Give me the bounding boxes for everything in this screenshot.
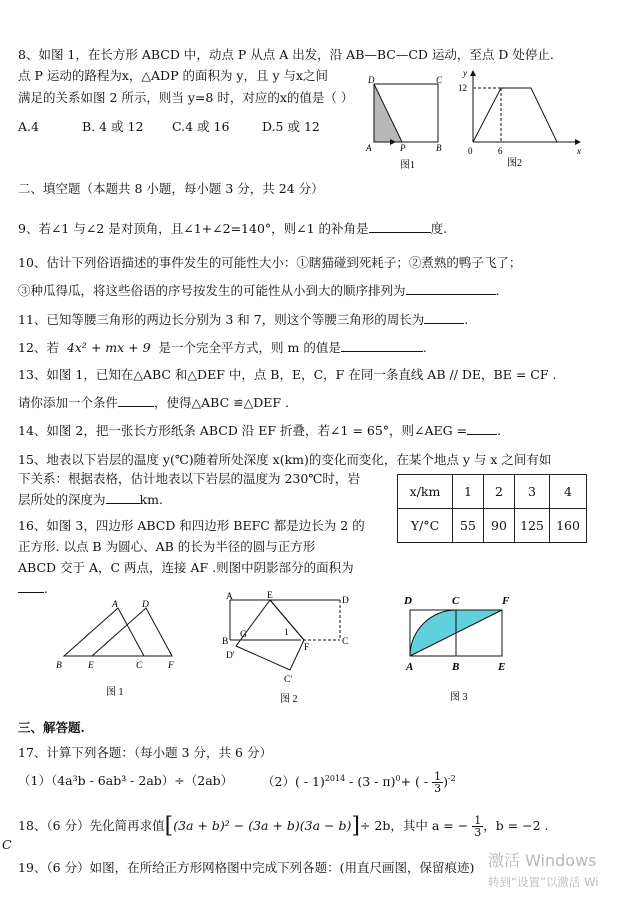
label-c: C bbox=[452, 595, 460, 607]
label-c-prime: C' bbox=[284, 675, 293, 685]
q8-option-d: D.5 或 12 bbox=[262, 119, 320, 134]
table-cell: 3 bbox=[515, 475, 550, 509]
section-2-title: 二、填空题（本题共 8 小题，每小题 3 分，共 24 分） bbox=[18, 181, 324, 196]
figure-1-triangles bbox=[50, 598, 190, 700]
table-cell: 160 bbox=[550, 509, 587, 543]
axis-y: y bbox=[463, 68, 467, 78]
label-f: F bbox=[168, 661, 174, 671]
figure-3-squares bbox=[398, 590, 523, 708]
stray-letter-c: C bbox=[2, 837, 12, 852]
q16-line3: ABCD 交于 A，C 两点，连接 AF .则图中阴影部分的面积为 bbox=[18, 560, 354, 575]
label-g: G bbox=[240, 630, 247, 640]
table-cell: 4 bbox=[550, 475, 587, 509]
axis-x: x bbox=[577, 146, 581, 156]
label-a: A bbox=[366, 143, 372, 153]
q8-line3: 满足的关系如图 2 所示，则当 y=8 时，对应的x的值是（ ） bbox=[18, 90, 354, 105]
tick-0: 0 bbox=[468, 146, 473, 156]
q12: 12、若 4x² + mx + 9 是一个完全平方式，则 m 的值是 . bbox=[18, 340, 427, 355]
label-d: D bbox=[342, 596, 349, 606]
table-cell: 55 bbox=[453, 509, 484, 543]
tick-12: 12 bbox=[458, 83, 467, 93]
table-cell: x/km bbox=[398, 475, 453, 509]
label-b: B bbox=[452, 661, 460, 673]
section-3-title: 三、解答题. bbox=[18, 720, 85, 735]
q9: 9、若∠1 与∠2 是对顶角，且∠1+∠2=140°，则∠1 的补角是 度. bbox=[18, 221, 448, 236]
q11: 11、已知等腰三角形的两边长分别为 3 和 7，则这个等腰三角形的周长为 . bbox=[18, 312, 469, 327]
label-d: D bbox=[142, 600, 149, 610]
q17-title: 17、计算下列各题：（每小题 3 分，共 6 分） bbox=[18, 745, 272, 760]
fig2-caption: 图2 bbox=[507, 158, 522, 169]
q16-line1: 16、如图 3，四边形 ABCD 和四边形 BEFC 都是边长为 2 的 bbox=[18, 518, 365, 533]
label-d: D bbox=[368, 75, 375, 85]
q15-line1: 15、地表以下岩层的温度 y(℃)随着所处深度 x(km)的变化而变化，在某个地点 y 与 x 之间有如 bbox=[18, 452, 552, 467]
q13-line1: 13、如图 1，已知在△ABC 和△DEF 中，点 B，E，C，F 在同一条直线 AB // DE，BE = CF . bbox=[18, 367, 557, 382]
label-f: F bbox=[304, 643, 310, 653]
q16-line4: . bbox=[18, 580, 48, 598]
label-e: E bbox=[88, 661, 94, 671]
q15-line3: 层所处的深度为 km. bbox=[18, 492, 163, 507]
fig3-caption: 图 3 bbox=[450, 692, 468, 703]
q8-line1: 8、如图 1，在长方形 ABCD 中，动点 P 从点 A 出发，沿 AB—BC—CD 运动，至点 D 处停止. bbox=[18, 47, 554, 62]
q19: 19、（6 分）如图，在所给正方形网格图中完成下列各题：(用直尺画图，保留痕迹) bbox=[18, 860, 475, 875]
watermark-line1: 激活 Windows bbox=[488, 851, 597, 870]
q14: 14、如图 2，把一张长方形纸条 ABCD 沿 EF 折叠，若∠1 = 65°，则∠AEG = . bbox=[18, 423, 502, 438]
table-row-header bbox=[398, 475, 587, 509]
tick-6: 6 bbox=[498, 146, 503, 156]
label-d: D bbox=[404, 595, 412, 607]
label-p: P bbox=[400, 143, 406, 153]
q8-option-b: B. 4 或 12 bbox=[82, 119, 144, 134]
label-b: B bbox=[222, 637, 229, 647]
q17-part2: （2）( - 1)$^{2014}$ - (3 - π)$^0$+ ( - $\frac{1}{3}$ )$^{-2}$ bbox=[262, 770, 456, 796]
fig1-caption: 图1 bbox=[400, 160, 415, 171]
q8-option-c: C.4 或 16 bbox=[172, 119, 230, 134]
table-cell: 90 bbox=[484, 509, 515, 543]
q8-figure-1 bbox=[360, 72, 450, 172]
label-a: A bbox=[112, 600, 118, 610]
q8-line2: 点 P 运动的路程为x，△ADP 的面积为 y，且 y 与x之间 bbox=[18, 68, 329, 83]
label-1: 1 bbox=[284, 627, 289, 637]
label-c: C bbox=[136, 661, 143, 671]
label-d-prime: D' bbox=[226, 651, 235, 661]
table-cell: 1 bbox=[453, 475, 484, 509]
label-c: C bbox=[436, 75, 443, 85]
label-c: C bbox=[342, 637, 349, 647]
label-e: E bbox=[498, 661, 506, 673]
q16-line2: 正方形. 以点 B 为圆心、AB 的长为半径的圆与正方形 bbox=[18, 539, 316, 554]
watermark-line2: 转到“设置”以激活 Wi bbox=[488, 875, 599, 889]
label-b: B bbox=[56, 661, 62, 671]
label-b: B bbox=[436, 143, 442, 153]
table-cell: 2 bbox=[484, 475, 515, 509]
q10-line2: ③种瓜得瓜，将这些俗语的序号按发生的可能性从小到大的顺序排列为 . bbox=[18, 283, 500, 298]
fig2-caption: 图 2 bbox=[280, 694, 298, 705]
q17-part1: （1）（4a³b - 6ab³ - 2ab）÷（2ab） bbox=[18, 773, 234, 788]
label-e: E bbox=[267, 591, 273, 601]
q8-option-a: A.4 bbox=[18, 119, 39, 134]
table-cell: Y/°C bbox=[398, 509, 453, 543]
table-cell: 125 bbox=[515, 509, 550, 543]
label-a: A bbox=[226, 592, 233, 602]
q18: 18、（6 分）先化简再求值[(3a + b)² − (3a + b)(3a − b)]÷ 2b，其中 a = − $\frac{1}{3}$ ，b = −2 . bbox=[18, 813, 549, 839]
fig1-caption: 图 1 bbox=[106, 687, 124, 698]
q8-figure-2 bbox=[455, 66, 585, 172]
label-a: A bbox=[406, 661, 414, 673]
q10-line1: 10、估计下列俗语描述的事件发生的可能性大小：①瞎猫碰到死耗子；②煮熟的鸭子飞了； bbox=[18, 255, 522, 270]
label-f: F bbox=[502, 595, 510, 607]
table-row-values bbox=[398, 509, 587, 543]
q15-line2: 下关系：根据表格，估计地表以下岩层的温度为 230℃时，岩 bbox=[18, 471, 360, 486]
q13-line2: 请你添加一个条件 ，使得△ABC ≌△DEF . bbox=[18, 395, 289, 410]
q15-table bbox=[397, 474, 587, 543]
figure-2-folded-strip bbox=[220, 590, 360, 708]
